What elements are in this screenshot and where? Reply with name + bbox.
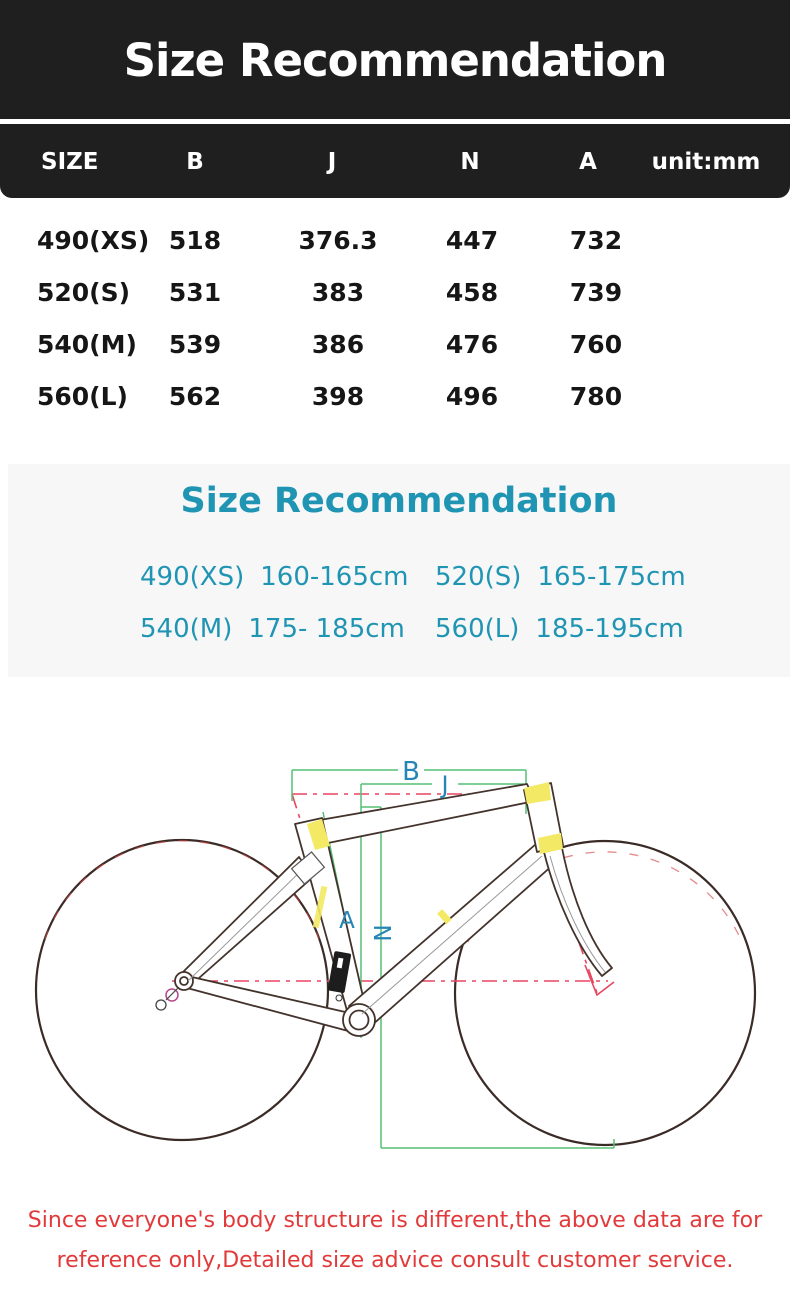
top-tube (320, 784, 535, 843)
value-cell-b: 518 (168, 226, 222, 255)
fork-blade (544, 848, 612, 976)
rear-derailleur (156, 988, 178, 1010)
size-cell: 490(XS) (37, 226, 150, 255)
frame (175, 783, 612, 1036)
recommendation-title: Size Recommendation (180, 481, 618, 521)
value-cell-j: 383 (311, 278, 365, 307)
size-cell: 540(M) (37, 330, 137, 359)
rec-height: 165-175cm (537, 562, 686, 592)
bike-geometry-diagram (0, 690, 790, 1160)
rec-height: 175- 185cm (248, 614, 405, 644)
value-cell-n: 476 (445, 330, 499, 359)
value-cell-n: 458 (445, 278, 499, 307)
value-cell-j: 376.3 (298, 226, 378, 255)
table-row (0, 226, 790, 260)
unit-label: unit:mm (651, 149, 761, 175)
header (0, 0, 790, 198)
column-header-b: B (186, 149, 204, 175)
seat-stays (181, 857, 313, 986)
bottom-bracket-inner (350, 1011, 369, 1030)
recommendation-item (435, 614, 684, 644)
page-title: Size Recommendation (123, 34, 667, 87)
value-cell-n: 447 (445, 226, 499, 255)
table-row (0, 278, 790, 312)
value-cell-b: 539 (168, 330, 222, 359)
rec-size: 490(XS) (140, 562, 245, 592)
recommendation-panel (8, 464, 790, 677)
rec-size: 520(S) (435, 562, 522, 592)
column-header-n: N (460, 149, 480, 175)
size-cell: 560(L) (37, 382, 128, 411)
value-cell-j: 398 (311, 382, 365, 411)
table-row (0, 382, 790, 416)
dimension-label-n: N (368, 924, 394, 942)
rear-dropout-inner (180, 977, 188, 985)
value-cell-a: 780 (569, 382, 623, 411)
rec-size: 540(M) (140, 614, 233, 644)
value-cell-n: 496 (445, 382, 499, 411)
value-cell-a: 732 (569, 226, 623, 255)
recommendation-item (140, 614, 405, 644)
dimension-label-j: J (441, 771, 449, 799)
column-header-size: SIZE (41, 149, 99, 175)
column-header-j: J (327, 149, 337, 175)
header-divider (0, 119, 790, 124)
disclaimer-line-2: reference only,Detailed size advice consult customer service. (56, 1248, 734, 1273)
value-cell-b: 562 (168, 382, 222, 411)
column-header-a: A (579, 149, 597, 175)
value-cell-b: 531 (168, 278, 222, 307)
size-cell: 520(S) (37, 278, 131, 307)
value-cell-a: 739 (569, 278, 623, 307)
recommendation-item (140, 562, 409, 592)
rec-height: 185-195cm (535, 614, 684, 644)
disclaimer-line-1: Since everyone's body structure is different,the above data are for (27, 1208, 763, 1233)
recommendation-item (435, 562, 686, 592)
value-cell-a: 760 (569, 330, 623, 359)
value-cell-j: 386 (311, 330, 365, 359)
rec-height: 160-165cm (260, 562, 409, 592)
dimension-label-a: A (339, 908, 355, 934)
dimension-label-b: B (402, 757, 420, 787)
table-row (0, 330, 790, 364)
rec-size: 560(L) (435, 614, 520, 644)
